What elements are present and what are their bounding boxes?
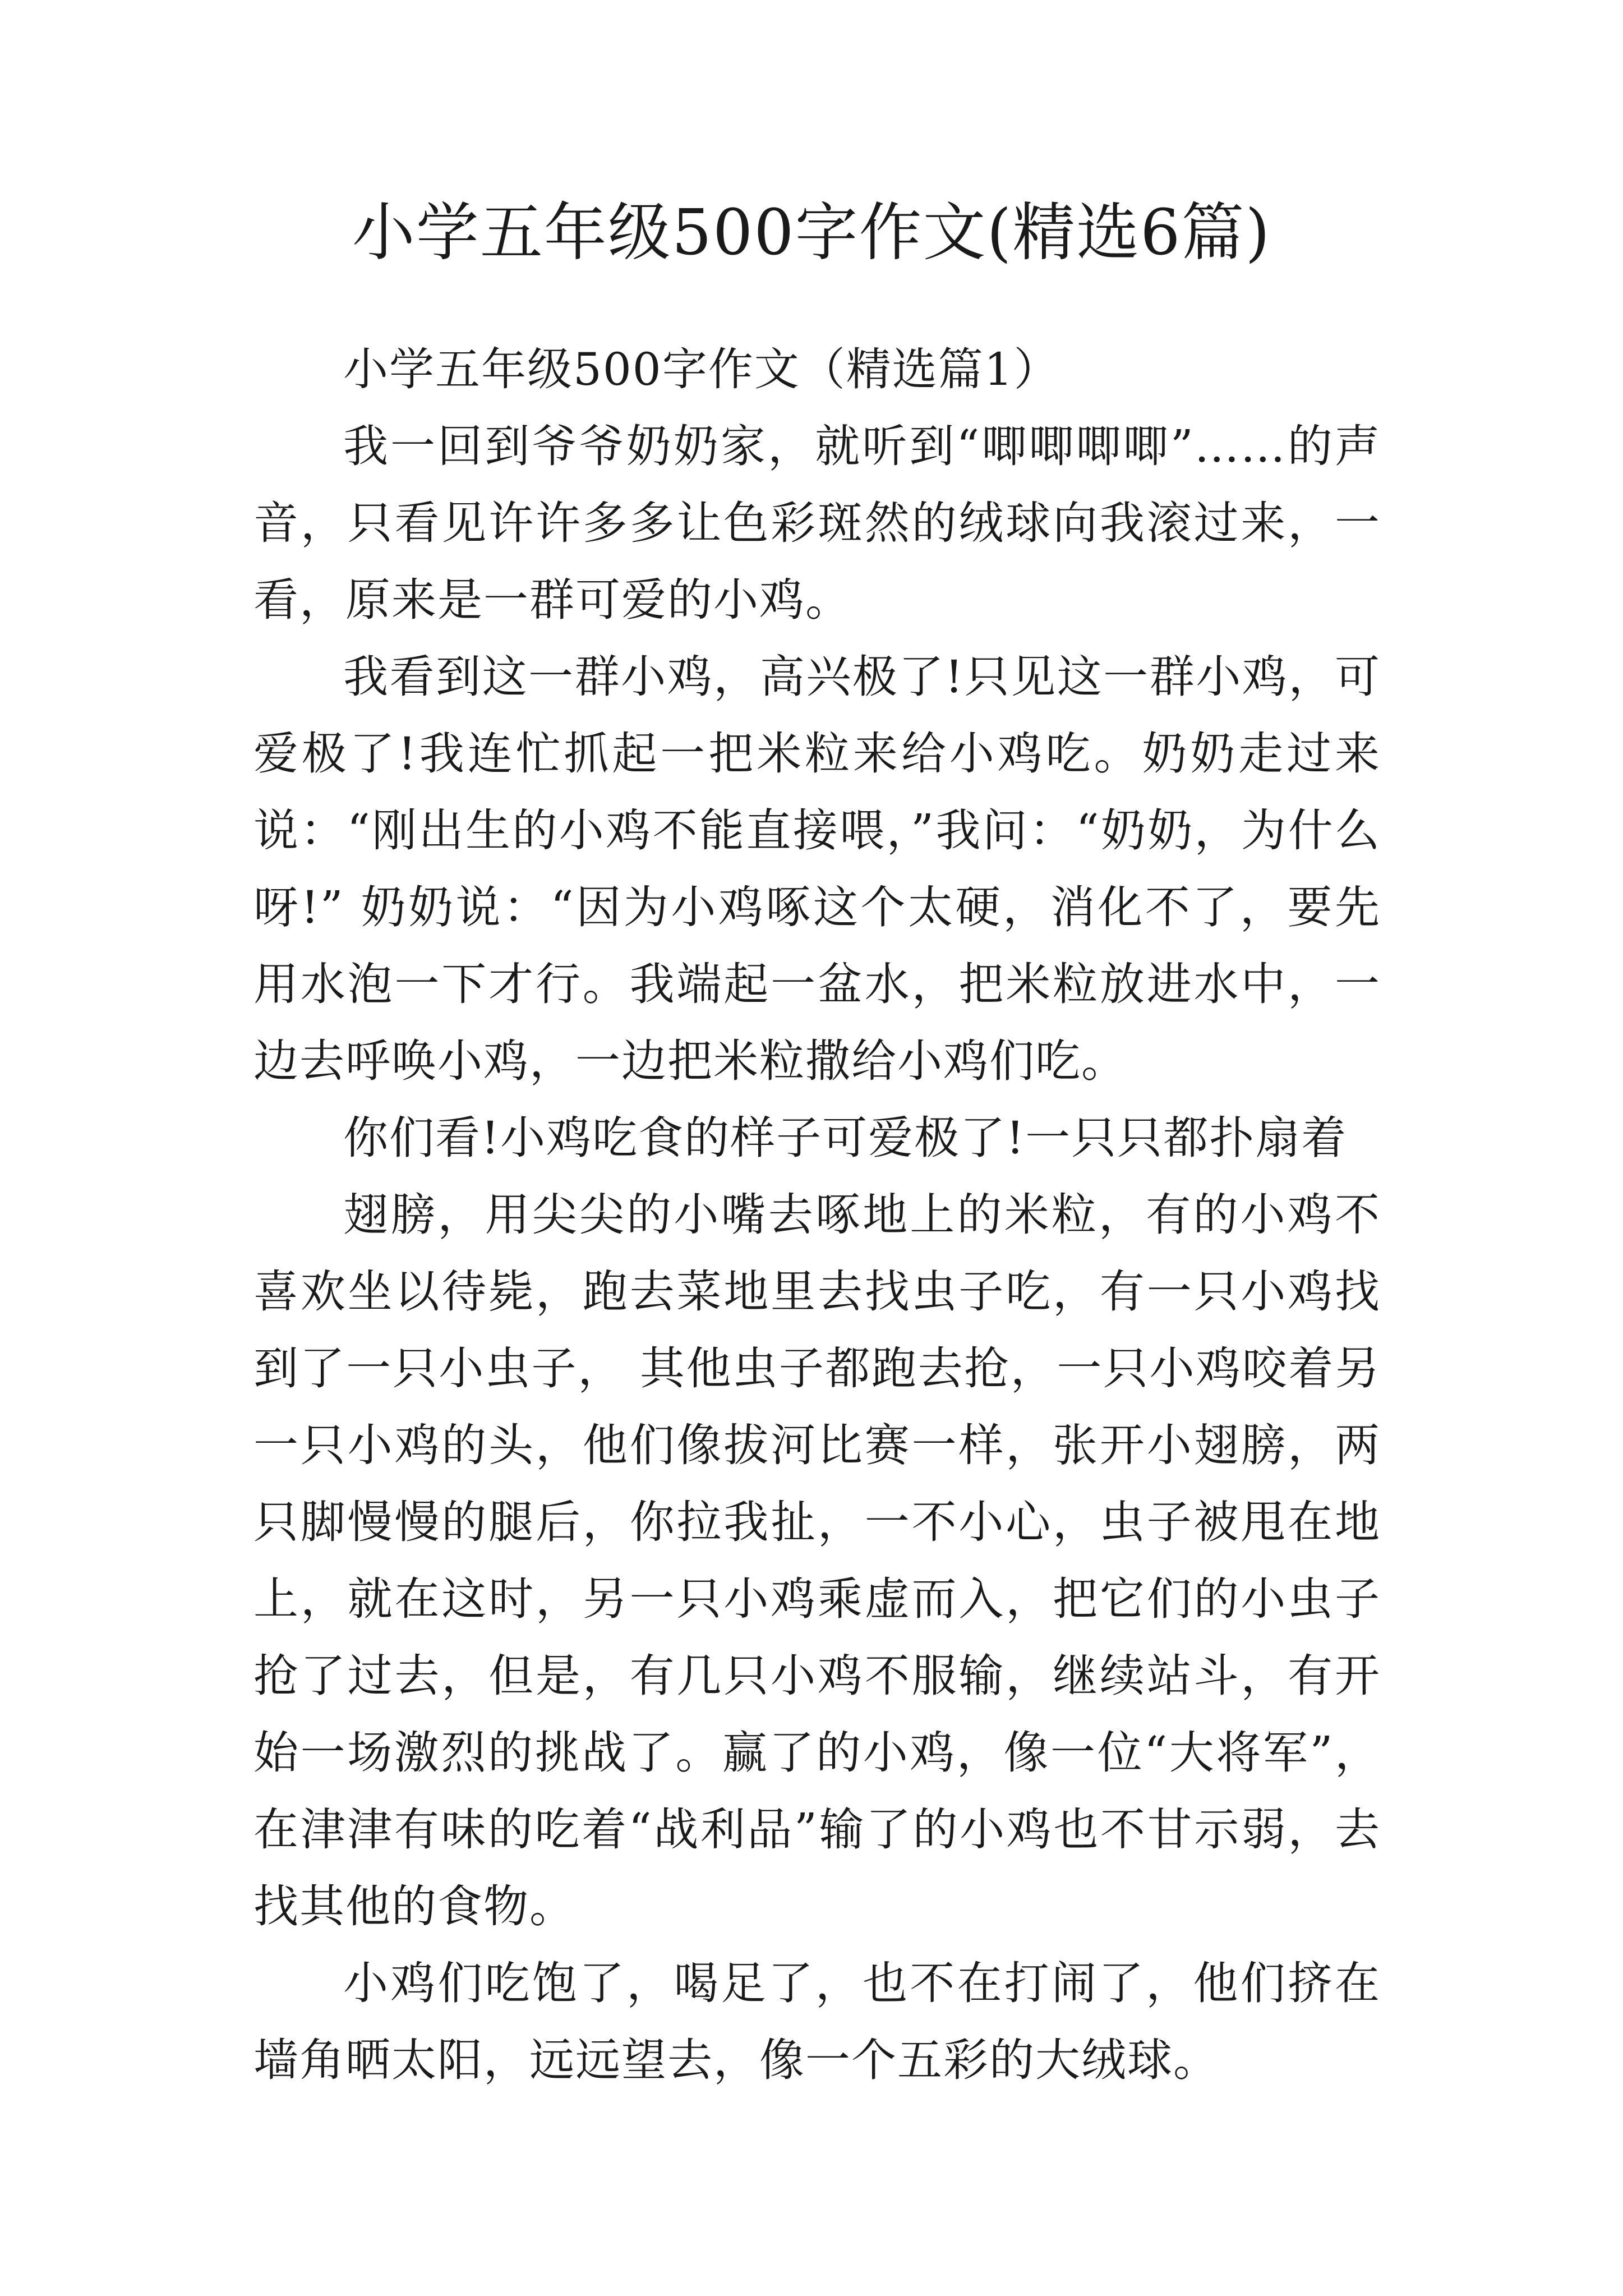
document-body: [253, 331, 1381, 2099]
section-heading: 小学五年级500字作文（精选篇1）: [343, 343, 1060, 395]
paragraph: 你们看!小鸡吃食的样子可爱极了!一只只都扑扇着: [343, 1112, 1348, 1164]
paragraph: 小鸡们吃饱了，喝足了，也不在打闹了，他们挤在墙角晒太阳，远远望去，像一个五彩的大绒球。: [253, 1957, 1381, 2086]
document-title: 小学五年级500字作文(精选6篇): [352, 196, 1271, 269]
paragraph: 我看到这一群小鸡，高兴极了!只见这一群小鸡，可爱极了!我连忙抓起一把米粒来给小鸡吃。奶奶走过来说：“刚出生的小鸡不能直接喂，”我问：“奶奶，为什么呀!” 奶奶说：“因为小鸡啄这个太硬，消化不了，要先用水泡一下才行。我端起一盆水，把米粒放进水中，一边去呼唤小鸡，一边把米粒撒给小鸡们吃。: [253, 651, 1381, 1087]
paragraph: 翅膀，用尖尖的小嘴去啄地上的米粒，有的小鸡不喜欢坐以待毙，跑去菜地里去找虫子吃，有一只小鸡找到了一只小虫子， 其他虫子都跑去抢，一只小鸡咬着另一只小鸡的头，他们像拔河比赛一样，张开小翅膀，两只脚慢慢的腿后，你拉我扯，一不小心，虫子被甩在地上，就在这时，另一只小鸡乘虚而入，把它们的小虫子抢了过去，但是，有几只小鸡不服输，继续站斗，有开始一场激烈的挑战了。赢了的小鸡，像一位“大将军”，在津津有味的吃着“战利品”输了的小鸡也不甘示弱，去找其他的食物。: [253, 1189, 1381, 1932]
paragraph: 我一回到爷爷奶奶家，就听到“唧唧唧唧”……的声音，只看见许许多多让色彩斑然的绒球向我滚过来，一看，原来是一群可爱的小鸡。: [253, 420, 1381, 626]
